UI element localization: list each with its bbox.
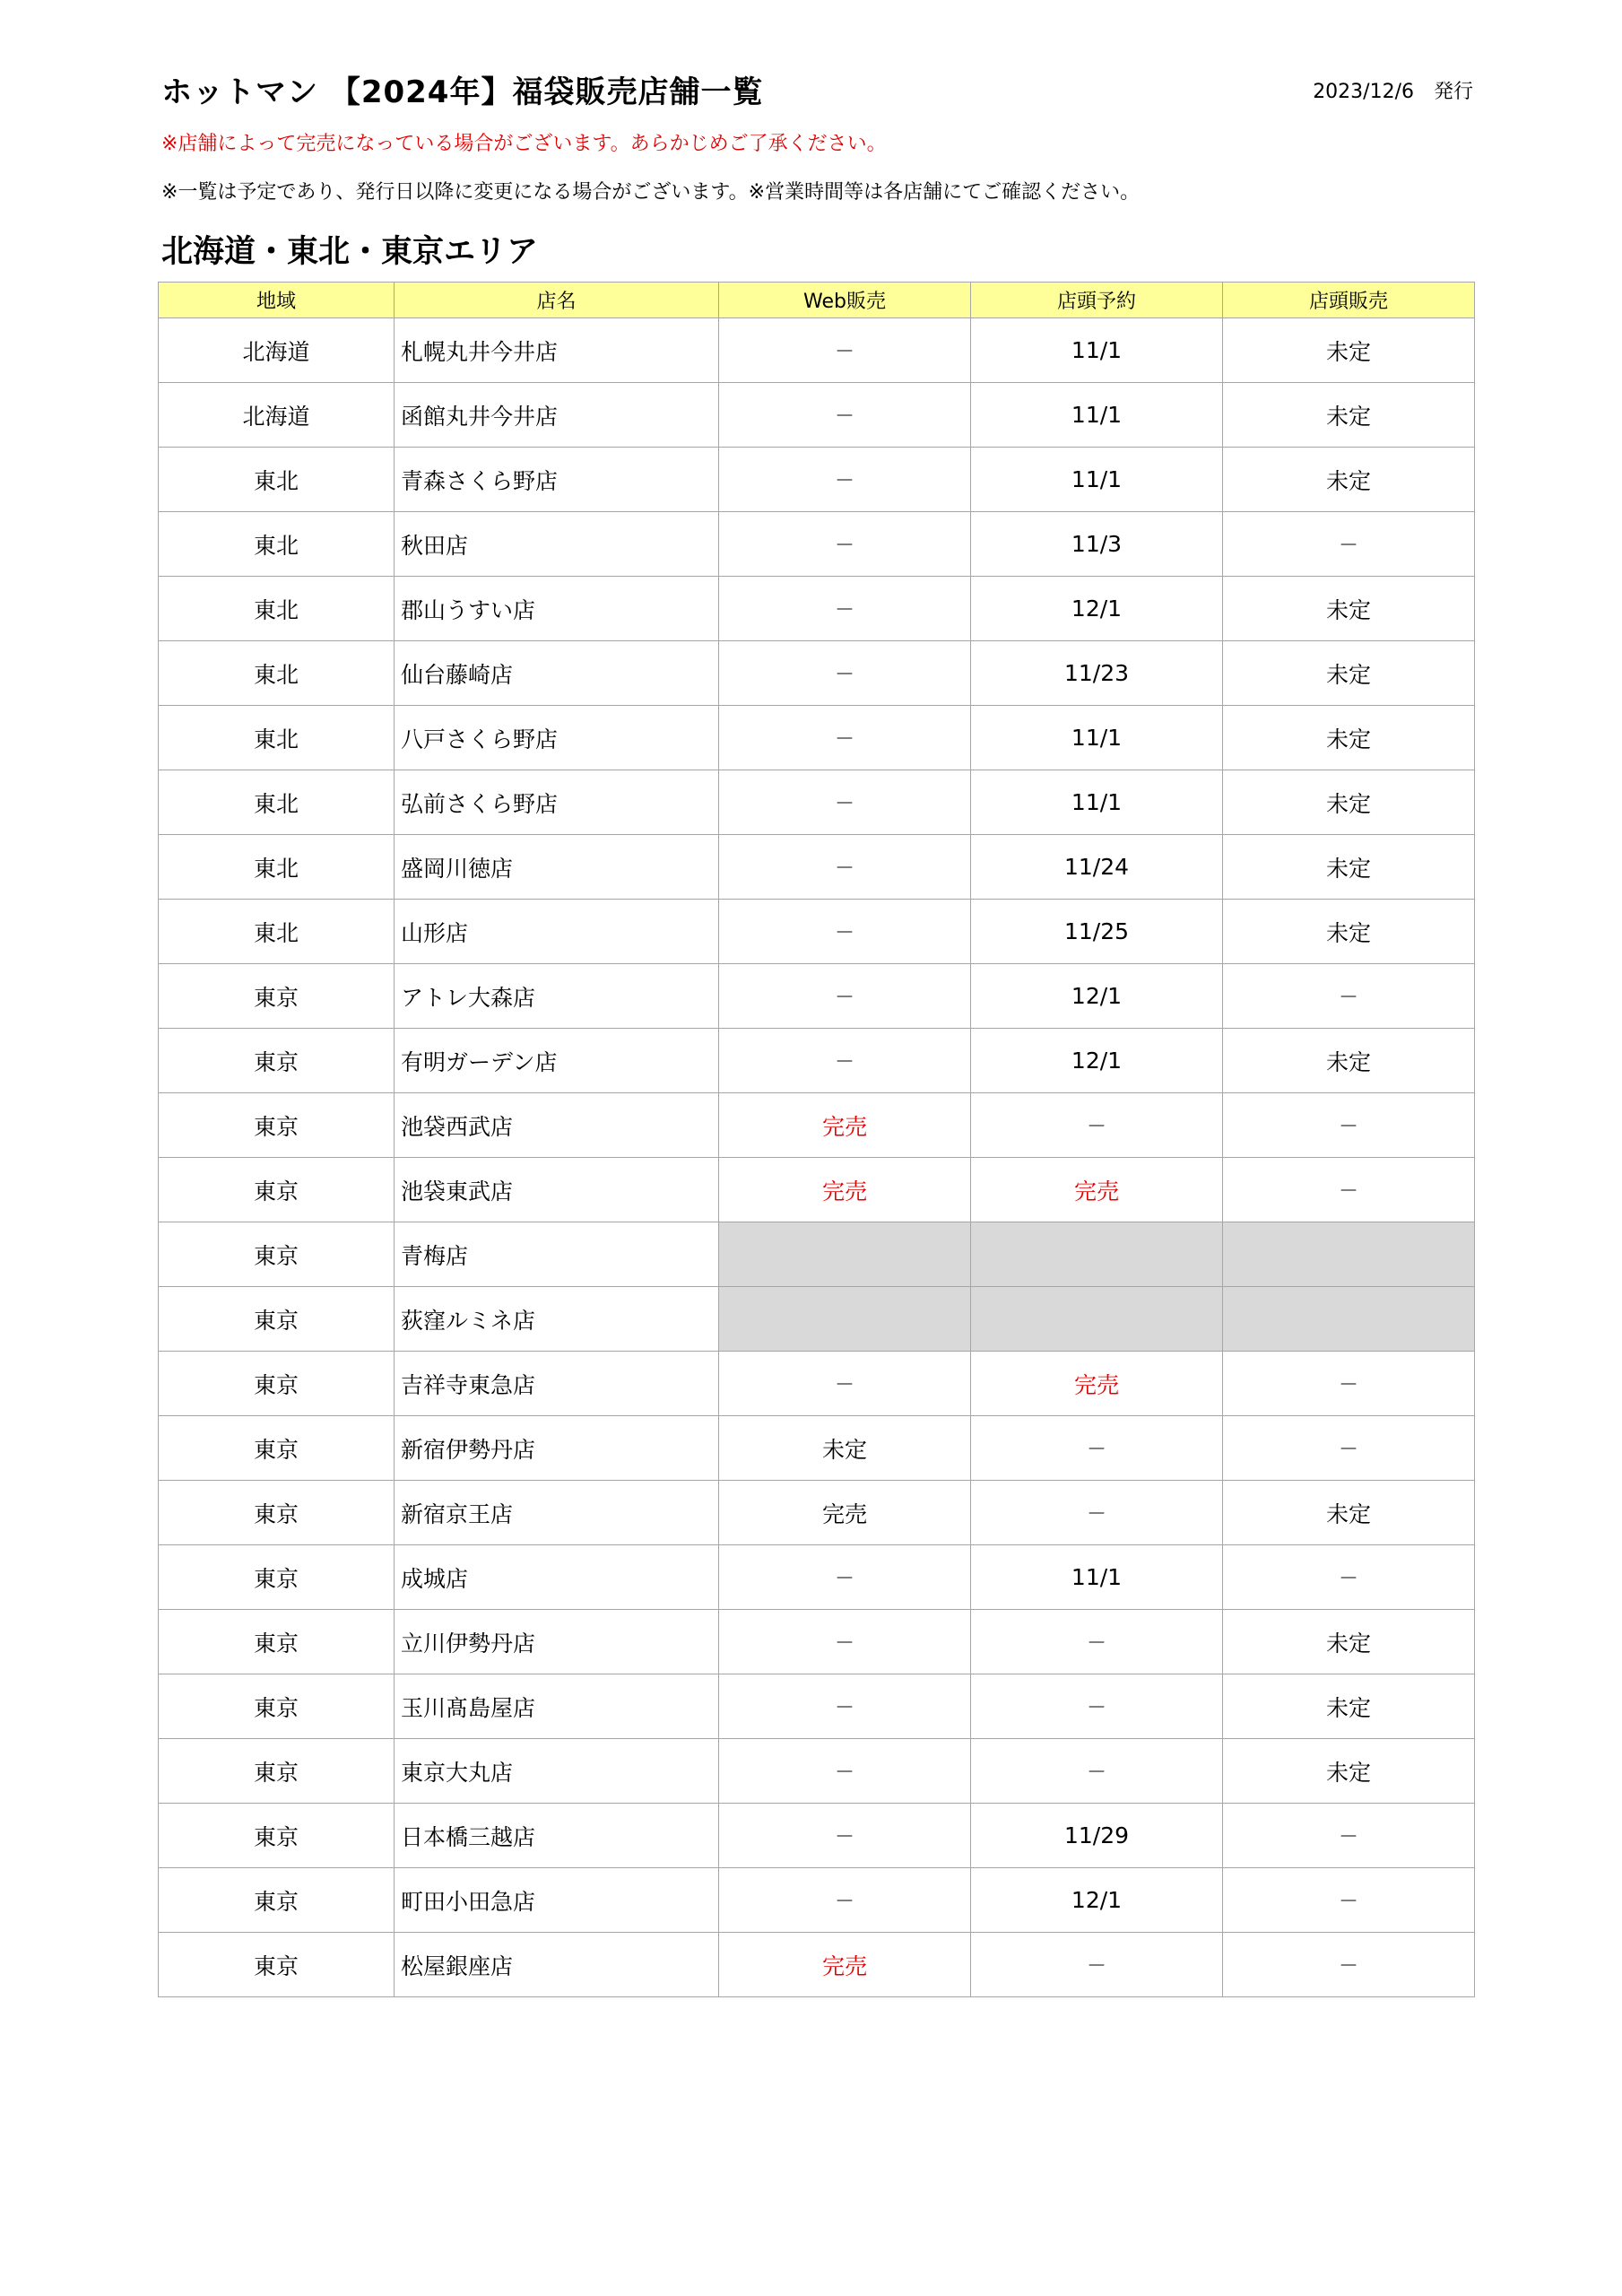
region-cell: 東北 [159,706,395,770]
region-cell: 東京 [159,1481,395,1545]
store-name-cell: 有明ガーデン店 [395,1029,719,1093]
table-row [159,1804,1475,1868]
store-sales-cell: 未定 [1223,1674,1475,1739]
table-body [159,318,1475,1997]
region-cell: 東北 [159,448,395,512]
store-sales-cell: － [1223,1545,1475,1610]
reservation-cell: 12/1 [971,1868,1223,1933]
store-sales-cell: － [1223,1352,1475,1416]
table-row [159,1416,1475,1481]
table-row [159,1610,1475,1674]
web-sales-cell: － [719,383,971,448]
region-cell: 東京 [159,1352,395,1416]
web-sales-cell: － [719,835,971,900]
table-header-row [159,283,1475,318]
table-row [159,577,1475,641]
store-name-cell: 札幌丸井今井店 [395,318,719,383]
store-name-cell: 八戸さくら野店 [395,706,719,770]
web-sales-cell [719,1287,971,1352]
table-row [159,1481,1475,1545]
web-sales-cell: － [719,1029,971,1093]
reservation-cell: － [971,1416,1223,1481]
region-cell: 北海道 [159,318,395,383]
table-row [159,1868,1475,1933]
web-sales-cell: － [719,1610,971,1674]
reservation-cell: 11/1 [971,383,1223,448]
store-sales-cell: － [1223,1868,1475,1933]
store-name-cell: 新宿伊勢丹店 [395,1416,719,1481]
region-cell: 東京 [159,1804,395,1868]
web-sales-cell [719,1222,971,1287]
table-row [159,1287,1475,1352]
store-name-cell: 吉祥寺東急店 [395,1352,719,1416]
reservation-cell: 12/1 [971,964,1223,1029]
store-sales-cell: 未定 [1223,383,1475,448]
header-store-reservation: 店頭予約 [971,283,1223,318]
web-sales-cell: 未定 [719,1416,971,1481]
web-sales-cell: － [719,706,971,770]
store-sales-cell: － [1223,1804,1475,1868]
store-name-cell: 山形店 [395,900,719,964]
sold-out-notice: ※店舗によって完売になっている場合がございます。あらかじめご了承ください。 [161,133,887,155]
reservation-cell: 11/1 [971,318,1223,383]
store-sales-cell: 未定 [1223,318,1475,383]
store-sales-cell: 未定 [1223,835,1475,900]
region-cell: 東北 [159,900,395,964]
web-sales-cell: 完売 [719,1933,971,1997]
table-row [159,512,1475,577]
web-sales-cell: 完売 [719,1093,971,1158]
table-row [159,1222,1475,1287]
store-sales-cell: 未定 [1223,641,1475,706]
table-row [159,448,1475,512]
web-sales-cell: － [719,964,971,1029]
region-cell: 東北 [159,577,395,641]
web-sales-cell: － [719,1545,971,1610]
region-cell: 東京 [159,1674,395,1739]
region-cell: 北海道 [159,383,395,448]
reservation-cell [971,1222,1223,1287]
web-sales-cell: － [719,448,971,512]
table-row [159,900,1475,964]
reservation-cell: 11/1 [971,448,1223,512]
region-cell: 東京 [159,1416,395,1481]
region-cell: 東京 [159,1093,395,1158]
web-sales-cell: － [719,512,971,577]
store-name-cell: 仙台藤崎店 [395,641,719,706]
header-store-sales: 店頭販売 [1223,283,1475,318]
store-sales-cell [1223,1222,1475,1287]
store-sales-cell: 未定 [1223,448,1475,512]
reservation-cell: － [971,1093,1223,1158]
table-row [159,1029,1475,1093]
reservation-cell: 11/1 [971,770,1223,835]
store-name-cell: 盛岡川徳店 [395,835,719,900]
reservation-cell [971,1287,1223,1352]
store-sales-cell: 未定 [1223,706,1475,770]
web-sales-cell: － [719,1674,971,1739]
reservation-cell: － [971,1481,1223,1545]
reservation-cell: 11/1 [971,1545,1223,1610]
region-cell: 東北 [159,641,395,706]
reservation-cell: 11/29 [971,1804,1223,1868]
region-cell: 東京 [159,1158,395,1222]
web-sales-cell: － [719,577,971,641]
schedule-notice: ※一覧は予定であり、発行日以降に変更になる場合がございます。※営業時間等は各店舗にてご確認ください。 [161,181,1141,204]
region-cell: 東京 [159,1868,395,1933]
document-title: ホットマン 【2024年】福袋販売店舗一覧 [161,74,764,110]
store-sales-cell: － [1223,964,1475,1029]
reservation-cell: 11/23 [971,641,1223,706]
reservation-cell: － [971,1933,1223,1997]
store-sales-cell: 未定 [1223,577,1475,641]
store-sales-cell: 未定 [1223,1739,1475,1804]
store-name-cell: 弘前さくら野店 [395,770,719,835]
store-name-cell: 日本橋三越店 [395,1804,719,1868]
region-cell: 東京 [159,1029,395,1093]
web-sales-cell: － [719,1352,971,1416]
store-name-cell: 成城店 [395,1545,719,1610]
table-row [159,770,1475,835]
table-row [159,318,1475,383]
store-name-cell: 東京大丸店 [395,1739,719,1804]
store-name-cell: 玉川髙島屋店 [395,1674,719,1739]
table-row [159,964,1475,1029]
reservation-cell: 11/24 [971,835,1223,900]
reservation-cell: － [971,1674,1223,1739]
store-sales-cell: － [1223,1158,1475,1222]
table-row [159,1352,1475,1416]
store-sales-cell: 未定 [1223,770,1475,835]
reservation-cell: － [971,1739,1223,1804]
store-name-cell: 秋田店 [395,512,719,577]
reservation-cell: － [971,1610,1223,1674]
header-web-sales: Web販売 [719,283,971,318]
section-title: 北海道・東北・東京エリア [161,234,539,270]
store-name-cell: 池袋西武店 [395,1093,719,1158]
region-cell: 東北 [159,512,395,577]
table-row [159,1158,1475,1222]
store-table [158,282,1475,1997]
store-name-cell: 青梅店 [395,1222,719,1287]
web-sales-cell: － [719,1804,971,1868]
table-row [159,641,1475,706]
store-name-cell: アトレ大森店 [395,964,719,1029]
web-sales-cell: － [719,1739,971,1804]
table-row [159,1739,1475,1804]
reservation-cell: 12/1 [971,1029,1223,1093]
issue-date: 2023/12/6 発行 [1313,81,1473,103]
store-sales-cell: － [1223,1093,1475,1158]
store-name-cell: 新宿京王店 [395,1481,719,1545]
region-cell: 東京 [159,1739,395,1804]
region-cell: 東京 [159,1610,395,1674]
web-sales-cell: 完売 [719,1158,971,1222]
store-name-cell: 町田小田急店 [395,1868,719,1933]
store-name-cell: 池袋東武店 [395,1158,719,1222]
table-row [159,1933,1475,1997]
region-cell: 東京 [159,1545,395,1610]
region-cell: 東京 [159,1222,395,1287]
store-name-cell: 松屋銀座店 [395,1933,719,1997]
store-sales-cell: － [1223,512,1475,577]
store-sales-cell [1223,1287,1475,1352]
web-sales-cell: － [719,900,971,964]
reservation-cell: 11/25 [971,900,1223,964]
table-row [159,383,1475,448]
store-sales-cell: 未定 [1223,900,1475,964]
table-row [159,706,1475,770]
region-cell: 東京 [159,1287,395,1352]
store-name-cell: 立川伊勢丹店 [395,1610,719,1674]
store-name-cell: 青森さくら野店 [395,448,719,512]
region-cell: 東北 [159,835,395,900]
region-cell: 東京 [159,964,395,1029]
store-name-cell: 荻窪ルミネ店 [395,1287,719,1352]
store-sales-cell: 未定 [1223,1610,1475,1674]
web-sales-cell: 完売 [719,1481,971,1545]
reservation-cell: 11/3 [971,512,1223,577]
table-row [159,1093,1475,1158]
store-sales-cell: － [1223,1416,1475,1481]
store-sales-cell: 未定 [1223,1029,1475,1093]
store-name-cell: 郡山うすい店 [395,577,719,641]
reservation-cell: 12/1 [971,577,1223,641]
table-row [159,1674,1475,1739]
table-row [159,835,1475,900]
store-sales-cell: 未定 [1223,1481,1475,1545]
reservation-cell: 11/1 [971,706,1223,770]
web-sales-cell: － [719,641,971,706]
reservation-cell: 完売 [971,1352,1223,1416]
header-region: 地域 [159,283,395,318]
web-sales-cell: － [719,770,971,835]
reservation-cell: 完売 [971,1158,1223,1222]
table-row [159,1545,1475,1610]
store-name-cell: 函館丸井今井店 [395,383,719,448]
store-sales-cell: － [1223,1933,1475,1997]
web-sales-cell: － [719,318,971,383]
region-cell: 東北 [159,770,395,835]
web-sales-cell: － [719,1868,971,1933]
header-store-name: 店名 [395,283,719,318]
region-cell: 東京 [159,1933,395,1997]
